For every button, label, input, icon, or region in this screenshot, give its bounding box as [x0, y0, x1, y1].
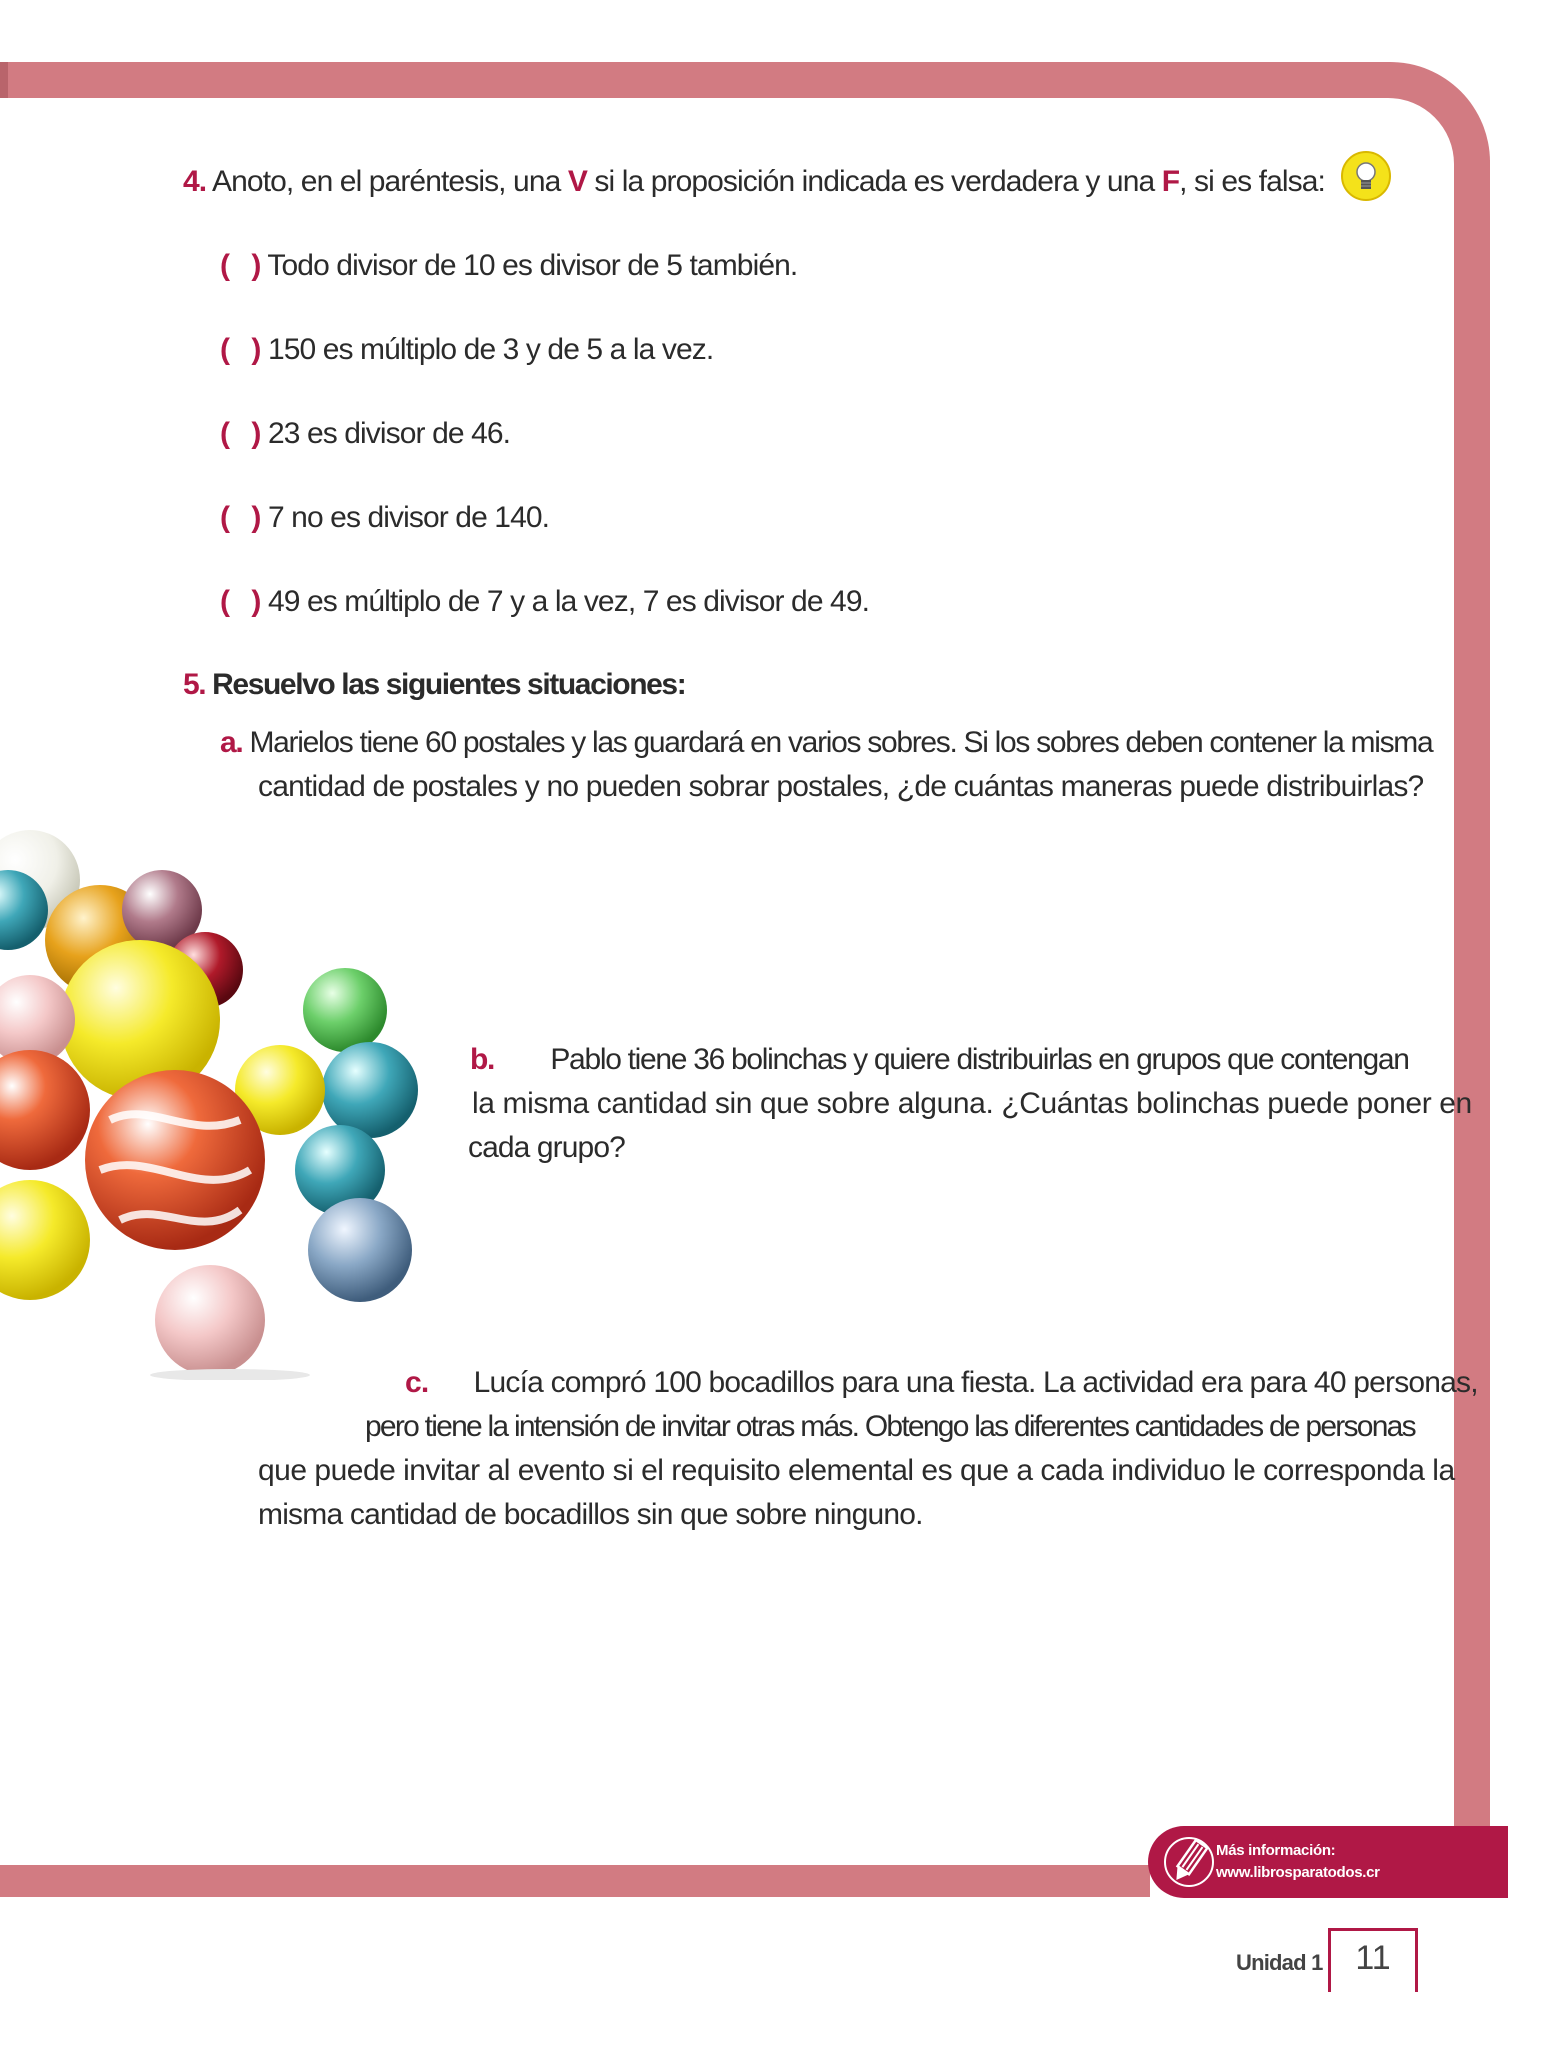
page-number: 11 [1355, 1939, 1391, 1977]
question-4-prompt [183, 165, 1325, 199]
statement-row [220, 501, 549, 535]
frame-right-bar [1454, 160, 1490, 1826]
situation-b-letter: b. [470, 1043, 495, 1076]
answer-close-paren[interactable]: ) [251, 585, 261, 618]
prompt-part-a: Anoto, en el paréntesis, una [212, 165, 568, 198]
page-number-box [1328, 1928, 1418, 1992]
more-info-title: Más información: [1216, 1842, 1336, 1859]
situation-c-text: Lucía compró 100 bocadillos para una fiesta. La actividad era para 40 personas, [473, 1366, 1478, 1399]
statement-row [220, 249, 797, 283]
situation-b-line1 [470, 1043, 1409, 1077]
statement-row [220, 333, 713, 367]
answer-open-paren[interactable]: ( [220, 501, 230, 534]
situation-a-text: Marielos tiene 60 postales y las guardará en varios sobres. Si los sobres deben contener la misma [249, 726, 1433, 759]
pencil-icon [1164, 1836, 1214, 1888]
situation-b-text: Pablo tiene 36 bolinchas y quiere distribuirlas en grupos que contengan [550, 1043, 1409, 1076]
marbles-image [0, 820, 440, 1380]
answer-open-paren[interactable]: ( [220, 585, 230, 618]
statement-text: 150 es múltiplo de 3 y de 5 a la vez. [267, 333, 714, 366]
frame-top-bar [0, 62, 1380, 98]
situation-a-line1 [220, 726, 1432, 760]
statement-text: 7 no es divisor de 140. [267, 501, 550, 534]
situation-a-letter: a. [220, 726, 243, 759]
frame-left-notch [0, 62, 8, 98]
more-info-url[interactable]: www.librosparatodos.cr [1216, 1864, 1380, 1881]
statement-text: 49 es múltiplo de 7 y a la vez, 7 es divisor de 49. [267, 585, 870, 618]
unit-label: Unidad 1 [1236, 1950, 1323, 1975]
question-5-title [183, 668, 685, 702]
more-info-tab[interactable] [1148, 1826, 1508, 1898]
f-letter: F [1161, 165, 1180, 198]
v-letter: V [567, 165, 587, 198]
lightbulb-icon [1340, 150, 1392, 202]
answer-open-paren[interactable]: ( [220, 417, 230, 450]
answer-close-paren[interactable]: ) [251, 249, 261, 282]
situation-c-line4: misma cantidad de bocadillos sin que sobre ninguno. [258, 1498, 923, 1531]
answer-close-paren[interactable]: ) [251, 333, 261, 366]
prompt-part-b: si la proposición indicada es verdadera y una [586, 165, 1162, 198]
situation-c-line1 [405, 1366, 1478, 1400]
frame-bottom-bar [0, 1865, 1150, 1897]
statement-text: Todo divisor de 10 es divisor de 5 también. [267, 249, 798, 282]
statement-row [220, 585, 869, 619]
answer-close-paren[interactable]: ) [251, 417, 261, 450]
situation-c-line2: pero tiene la intensión de invitar otras más. Obtengo las diferentes cantidades de personas [365, 1410, 1415, 1443]
answer-close-paren[interactable]: ) [251, 501, 261, 534]
answer-open-paren[interactable]: ( [220, 249, 230, 282]
situation-a-line2: cantidad de postales y no pueden sobrar postales, ¿de cuántas maneras puede distribuirlas? [258, 770, 1424, 803]
situation-c-letter: c. [405, 1366, 429, 1399]
question-5-number: 5. [183, 668, 206, 701]
question-4-number: 4. [183, 165, 207, 198]
situation-c-line3: que puede invitar al evento si el requisito elemental es que a cada individuo le corresponda la [258, 1454, 1455, 1487]
statement-text: 23 es divisor de 46. [267, 417, 511, 450]
prompt-part-c: , si es falsa: [1179, 165, 1325, 198]
situation-b-line3: cada grupo? [468, 1131, 625, 1164]
answer-open-paren[interactable]: ( [220, 333, 230, 366]
question-5-title-text: Resuelvo las siguientes situaciones: [212, 668, 686, 701]
statement-row [220, 417, 510, 451]
situation-b-line2: la misma cantidad sin que sobre alguna. ¿Cuántas bolinchas puede poner en [472, 1087, 1472, 1120]
